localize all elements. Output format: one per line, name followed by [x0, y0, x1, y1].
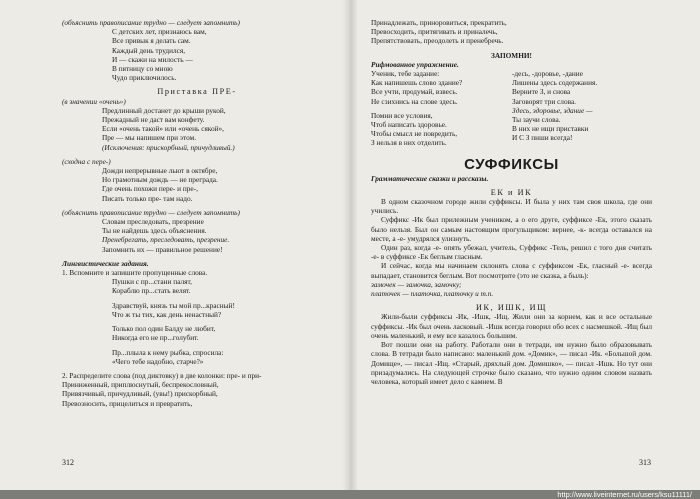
poem-line: Но грамотным дождь — не преграда. [102, 175, 218, 185]
left-page [62, 18, 332, 408]
watermark-footer: http://www.liveinternet.ru/users/ksu11111/ [0, 490, 700, 499]
rhyme-right-column [512, 69, 652, 148]
similar-note: (сходна с пере-) [62, 156, 111, 166]
poem-line: Где очень похожи пере- и пре-, [102, 184, 198, 194]
poem-line: Чтоб написать здоровье. [371, 120, 447, 130]
rhyme-columns [371, 69, 652, 148]
poem-line: Чтобы смысл не повредить, [371, 129, 458, 139]
poem-line: Все учти, продумай, взвесь. [371, 87, 458, 97]
poem-line: Лишены здесь содержания. [512, 78, 598, 88]
poem-line: Здравствуй, князь ты мой пр...красный! [112, 300, 235, 310]
poem-line: Все привык я делать сам. [112, 36, 191, 46]
poem-line: Ученик, тебе задание: [371, 69, 440, 79]
word-list-line: Превозносить, прицелиться и превратить, [62, 398, 193, 408]
poem-line: Писать только пре- там надо. [102, 193, 193, 203]
exceptions-note: (Исключения: прискорбный, причудливый.) [102, 142, 235, 152]
poem-line: Пушки с пр...стани палят, [112, 277, 192, 287]
poem-line: Пр...плыла к нему рыбка, спросила: [112, 347, 224, 357]
poem-line: И — скажи на милость — [112, 54, 193, 64]
task-1: 1. Вспомните и запишите пропущенные слова. [62, 268, 208, 278]
poem-line: Помни все условия, [371, 110, 433, 120]
poem-line: Запомнить их — правильное решение! [102, 244, 223, 254]
poem-line: Если «очень такой» или «очень сякой», [102, 124, 225, 134]
poem-line: Ты заучи слова. [512, 115, 561, 125]
example-line: замочек — замочка, замочку; [371, 279, 462, 289]
prefix-pre-subheading: (в значении «очень») [62, 96, 126, 106]
left-note-1: (объяснить правописание трудно — следует запомнить) [62, 18, 240, 27]
tales-heading: Грамматические сказки и рассказы. [371, 173, 489, 183]
prefix-pre-heading: Приставка ПРЕ- [157, 87, 237, 97]
word-list-line: Превосходить, притягивать и приналечь, [371, 27, 498, 37]
rhyme-exercise-heading: Рифмованное упражнение. [371, 59, 459, 69]
paragraph: В одном сказочном городе жили суффиксы. И была у них там своя школа, где они учились. [371, 197, 652, 216]
poem-line: Ты не найдешь здесь объяснения. [102, 226, 207, 236]
word-list-line: Принадлежать, приноровиться, прекратить, [371, 18, 507, 27]
poem-line: Прежадный не даст вам конфету. [102, 115, 205, 125]
poem-line: Верните З, и снова [512, 87, 571, 97]
paragraph: И сейчас, когда мы начинаем склонять слова с суффиксом -Ек, гласный -е- всегда выпадает, становится беглым. Вот посмотрите (это не сказка, а быль): [371, 261, 652, 280]
paragraph: Вот пошли они на работу. Работали они в тетради, им нужно было образовывать слова. В тетради было написано: маленький дом. «Домик», — писал -Ик. «Большой дом. Домище», — писал -Ищ. «Старый, дряхлый дом. Домишко», — писал -Ишк. Но тут они призадумались. На следующей строчке было сказано, что нужно одним словом назвать человека, который имеет дело с камнем. В [371, 340, 652, 386]
ik-ishk-ishch-heading: ИК, ИШК, ИЩ [476, 303, 547, 313]
poem-line: -десь, -доровье, -дание [512, 69, 583, 79]
poem-line: В них не ищи приставки [512, 124, 589, 134]
poem-line: Только пол один Балду не любит, [112, 324, 216, 334]
example-line: платочек — платочка, платочку и т.п. [371, 289, 494, 299]
poem-line: В пятницу со мною [112, 64, 173, 74]
poem-line: Никогда его не пр...голубит. [112, 333, 199, 343]
word-list-line: Приниженный, приплюснутый, беспрекословный, [62, 380, 219, 390]
remember-heading: ЗАПОМНИ! [491, 50, 532, 60]
right-page-number: 313 [639, 458, 651, 467]
task-2: 2. Распределите слова (под диктовку) в две колонки: пре- и при- [62, 370, 262, 380]
word-list-line: Препятствовать, преодолеть и пренебречь. [371, 36, 504, 46]
paragraph: Жили-были суффиксы -Ик, -Ишк, -Ищ. Жили они за корнем, как и все остальные суффиксы. -Ик был очень ласковый. -Ишк всегда говорил обо всех с насмешкой. -Ищ был очень маленький, и ему все казалось большим. [371, 312, 652, 340]
linguistic-tasks-heading: Лингвистические задания. [62, 258, 149, 268]
left-note-2: (объяснить правописание трудно — следует запомнить) [62, 207, 240, 217]
suffixes-title: СУФФИКСЫ [464, 155, 559, 173]
poem-line: Словам преследовать, презрение [102, 217, 204, 227]
book-gutter [343, 0, 357, 490]
poem-line: Кораблю пр...стать велят. [112, 286, 191, 296]
poem-line: З нельзя в них отделить. [371, 138, 447, 148]
poem-line: Как напишешь слово здание? [371, 78, 463, 88]
poem-line: Дожди непрерывные льют в октябре, [102, 166, 218, 176]
ek-ik-heading: ЕК и ИК [490, 187, 533, 197]
poem-line: Заговорят три слова. [512, 96, 577, 106]
poem-line: Каждый день трудился, [112, 45, 186, 55]
rhyme-left-column [371, 69, 501, 148]
left-page-number: 312 [62, 458, 74, 467]
poem-line: Не сзихнись на слове здесь. [371, 96, 458, 106]
poem-line: Чудо приключилось. [112, 73, 177, 83]
poem-line: Пренебрегать, преследовать, презрение. [102, 235, 230, 245]
poem-line: «Чего тебе надобно, старче?» [112, 356, 204, 366]
poem-line: И С З пиши всегда! [512, 133, 573, 143]
right-page [371, 18, 652, 386]
word-list-line: Привязчивый, причудливый, (увы!) прискорбный, [62, 389, 218, 399]
paragraph: Один раз, когда -е- опять убежал, учитель, Суффикс -Тель, решил с того дня считать -е- в суффиксе -Ек беглым гласным. [371, 243, 652, 262]
poem-line: С детских лет, признаюсь вам, [112, 27, 207, 37]
paragraph: Суффикс -Ик был прилежным учеником, а о его друге, суффиксе -Ек, этого сказать было нельзя. Был он самым настоящим прогульщиком: вернее, -к- всегда оставался на месте, а -е- умудрялся улизнуть. [371, 215, 652, 243]
poem-line: Здесь, здоровье, здание — [512, 105, 593, 115]
poem-line: Что ж ты тих, как день ненастный? [112, 309, 222, 319]
poem-line: Пре — мы напишем при этом. [102, 133, 197, 143]
poem-line: Предлинный достанет до крыши рукой, [102, 105, 226, 115]
